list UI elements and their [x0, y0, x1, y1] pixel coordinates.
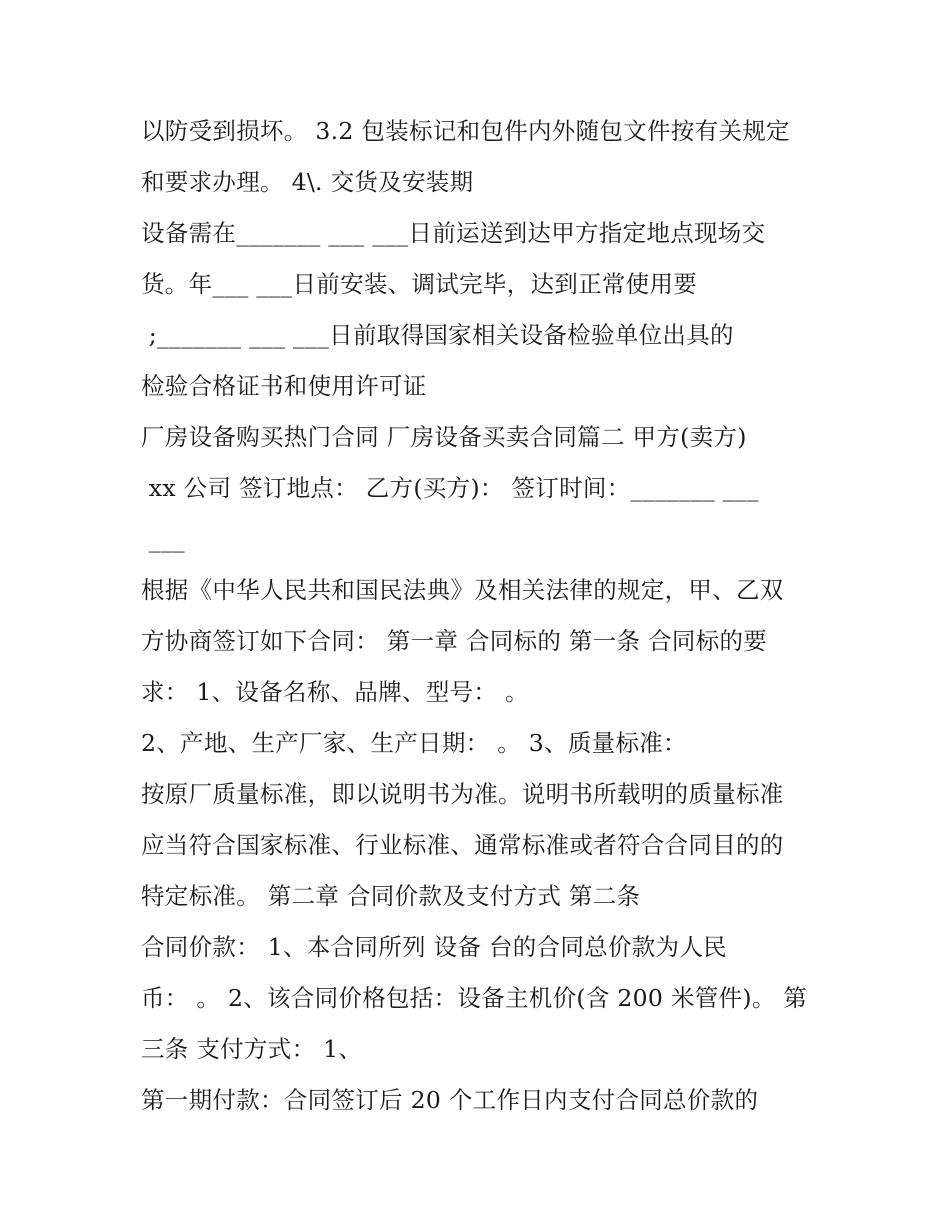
- text-line: 三条 支付方式： 1、: [141, 1035, 363, 1063]
- text-line: ;_______ ___ ___日前取得国家相关设备检验单位出具的: [141, 321, 734, 349]
- text-line: 应当符合国家标准、行业标准、通常标准或者符合合同目的的: [141, 831, 784, 859]
- text-line: xx 公司 签订地点： 乙方(买方)： 签订时间：_______ ___: [141, 474, 759, 502]
- text-line: 方协商签订如下合同： 第一章 合同标的 第一条 合同标的要: [141, 627, 768, 655]
- text-line: 合同价款： 1、本合同所列 设备 台的合同总价款为人民: [141, 933, 727, 961]
- text-line: 第一期付款：合同签订后 20 个工作日内支付合同总价款的: [141, 1086, 759, 1114]
- text-line: 按原厂质量标准，即以说明书为准。说明书所载明的质量标准: [141, 780, 784, 808]
- text-line: ___: [141, 525, 185, 553]
- text-line: 检验合格证书和使用许可证: [141, 372, 427, 400]
- text-line: 和要求办理。 4\. 交货及安装期: [141, 168, 474, 196]
- document-body: [141, 106, 821, 1126]
- text-line: 2、产地、生产厂家、生产日期： 。 3、质量标准：: [141, 729, 687, 757]
- text-line: 币： 。 2、该合同价格包括：设备主机价(含 200 米管件)。 第: [141, 984, 808, 1012]
- text-line: 厂房设备购买热门合同 厂房设备买卖合同篇二 甲方(卖方): [141, 423, 747, 451]
- text-line: 求： 1、设备名称、品牌、型号： 。: [141, 678, 529, 706]
- text-line: 设备需在_______ ___ ___日前运送到达甲方指定地点现场交: [141, 219, 766, 247]
- text-line: 以防受到损坏。 3.2 包装标记和包件内外随包文件按有关规定: [141, 117, 790, 145]
- text-line: 根据《中华人民共和国民法典》及相关法律的规定，甲、乙双: [141, 576, 784, 604]
- text-line: 特定标准。 第二章 合同价款及支付方式 第二条: [141, 882, 641, 910]
- text-line: 货。年___ ___日前安装、调试完毕，达到正常使用要: [141, 270, 698, 298]
